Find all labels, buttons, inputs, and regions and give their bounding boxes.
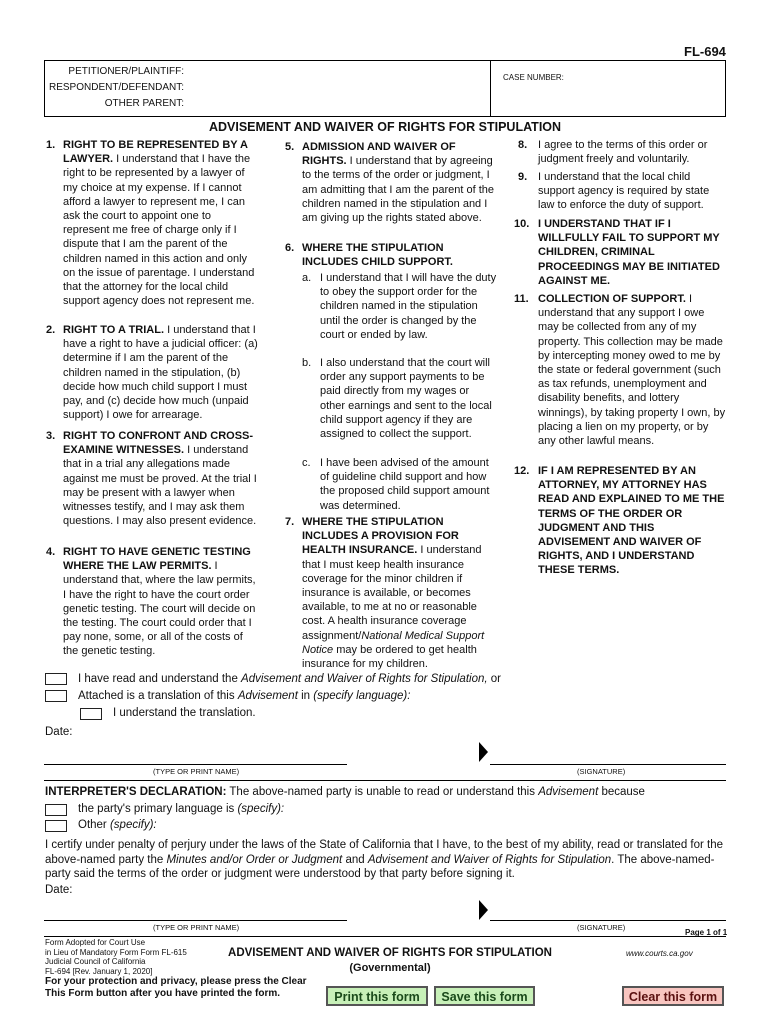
other-parent-label: OTHER PARENT: [104,98,184,109]
item-body: I understand that, where the law permits, I have the right to have the court order genetic testing. The court will decide on the testing. The court could order that I pay none, some, or all of the costs of the genetic testing. [63,560,256,658]
interpreter-declaration: INTERPRETER'S DECLARATION: The above-named party is unable to read or understand this Advisement because [45,786,645,798]
item-number: b. [302,357,312,369]
item-heading: I UNDERSTAND THAT IF I WILLFULLY FAIL TO SUPPORT MY CHILDREN, CRIMINAL PROCEEDINGS MAY BE INITIATED AGAINST ME. [538,218,720,287]
item-heading: RIGHT TO BE REPRESENTED BY A LAWYER. [63,139,248,166]
item-body: I understand that I will have the duty to obey the support order for the children named in the stipulation until the order is changed by the court or ended by law. [320,272,497,341]
item-3 [46,429,260,528]
understand-translation-checkbox[interactable] [80,708,102,720]
item-heading: RIGHT TO HAVE GENETIC TESTING WHERE THE LAW PERMITS. [63,546,251,573]
interpreter-certification: I certify under penalty of perjury under the laws of the State of California that I have, to the best of my ability, read or translated for the above-named party the Minutes and/or Order or Judgment and Advisement and Waiver of Rights for Stipulation. The above-named-party said the terms of the order or judgment were understood by that party before signing it. [45,839,724,880]
courts-url: www.courts.ca.gov [626,949,693,958]
item-7 [285,515,497,671]
item-heading: RIGHT TO A TRIAL. [63,324,165,336]
item-heading: RIGHT TO CONFRONT AND CROSS-EXAMINE WITNESSES. [63,430,254,457]
item-6 [285,241,497,269]
translation-text: Attached is a translation of this Advisement in (specify language): [78,690,411,702]
form-title: ADVISEMENT AND WAIVER OF RIGHTS FOR STIPULATION [208,120,562,134]
item-heading: COLLECTION OF SUPPORT. [538,293,686,305]
footer-title: ADVISEMENT AND WAIVER OF RIGHTS FOR STIPULATION [228,947,552,959]
privacy-notice: For your protection and privacy, please press the Clear This Form button after you have printed the form. [45,976,307,999]
item-body-italic: National Medical Support Notice [302,629,485,656]
interpreter-date-label: Date: [45,884,73,896]
interpreter-signature-caption: (SIGNATURE) [577,923,626,932]
item-number: 3. [46,430,56,442]
item-body: I understand that in a trial any allegations made against me must be proved. At the trial I may be present with a lawyer when witnesses testify, and I may ask them questions. I may also present evidence. [63,444,257,528]
print-form-button[interactable]: Print this form [326,986,428,1006]
signature-caption: (SIGNATURE) [577,767,626,776]
caption-divider [490,61,491,117]
primary-language-checkbox[interactable] [45,804,67,816]
item-heading: WHERE THE STIPULATION INCLUDES A PROVISION FOR HEALTH INSURANCE. [302,516,459,557]
item-number: 7. [285,516,295,528]
interpreter-print-name-line[interactable] [44,920,347,921]
item-6a [302,271,497,342]
print-name-line[interactable] [44,764,347,765]
item-number: 12. [514,465,530,477]
item-12 [514,464,726,578]
item-heading: IF I AM REPRESENTED BY AN ATTORNEY, MY ATTORNEY HAS READ AND EXPLAINED TO ME THE TERMS OF THE ORDER OR JUDGMENT AND THIS ADVISEMENT AND WAIVER OF RIGHTS, AND I UNDERSTAND THESE TERMS. [538,465,725,577]
item-heading: WHERE THE STIPULATION INCLUDES CHILD SUPPORT. [302,242,453,269]
translation-checkbox[interactable] [45,690,67,702]
item-number: 9. [518,171,528,183]
interpreter-signature-line[interactable] [490,920,726,921]
petitioner-label: PETITIONER/PLAINTIFF: [68,66,184,77]
item-body: I understand that I have a right to have a judicial officer: (a) determine if I am the parent of the children named in the stipulation, (b) decide how much child support I must pay, and (c) decide how much (unpaid support) I owe for arrearage. [63,324,258,422]
item-number: 4. [46,546,56,558]
item-heading: ADMISSION AND WAIVER OF RIGHTS. [302,141,456,168]
item-4 [46,545,260,659]
item-body: I understand that by agreeing to the terms of the order or judgment, I am admitting that I am the parent of the children named in the stipulation and I am giving up the rights stated above. [302,155,494,225]
other-reason-checkbox[interactable] [45,820,67,832]
item-number: a. [302,272,312,284]
item-number: 11. [514,293,529,305]
interpreter-rule [44,780,726,781]
item-number: 8. [518,139,528,151]
save-form-button[interactable]: Save this form [434,986,535,1006]
item-number: 10. [514,218,530,230]
item-10 [514,217,726,288]
date-label: Date: [45,726,73,738]
type-print-name-caption: (TYPE OR PRINT NAME) [153,767,240,776]
page-number: Page 1 of 1 [685,928,728,937]
item-6c [302,456,497,513]
item-body: I also understand that the court will order any support payments to be paid directly from my wages or other earnings and sent to the local child support agency if they are assigned to collect the support. [320,357,492,441]
item-body: I have been advised of the amount of guideline child support and how the proposed child support amount was determined. [320,457,490,512]
interpreter-type-print-caption: (TYPE OR PRINT NAME) [153,923,240,932]
item-number: 2. [46,324,56,336]
signature-line[interactable] [490,764,726,765]
primary-language-text: the party's primary language is (specify): [78,803,285,815]
item-number: 6. [285,242,295,254]
read-understand-checkbox[interactable] [45,673,67,685]
signature-arrow-icon [479,742,488,762]
item-number: c. [302,457,311,469]
item-body: I understand that I have the right to be represented by a lawyer of my choice at my expense. If I cannot afford a lawyer to represent me, I can ask the court to appoint one to represent me free of charge only if I dispute that I am the parent of the children named in this action and only on the issue of parentage. I understand that the attorney for the local child support agency does not represent me. [63,153,255,308]
interpreter-signature-arrow-icon [479,900,488,920]
item-body: may be ordered to get health insurance for my children. [302,643,477,671]
item-6b [302,356,497,441]
item-8 [514,138,726,166]
item-9 [514,170,726,213]
item-5 [285,140,497,225]
item-number: 5. [285,141,295,153]
respondent-label: RESPONDENT/DEFENDANT: [48,82,184,93]
other-reason-text: Other (specify): [78,819,157,831]
read-understand-text: I have read and understand the Advisement and Waiver of Rights for Stipulation, or [78,673,501,685]
form-adoption-info: Form Adopted for Court Use in Lieu of Mandatory Form Form FL-615 Judicial Council of California FL-694 [Rev. January 1, 2020] [45,938,187,976]
item-number: 1. [46,139,56,151]
item-body: I understand that I must keep health insurance coverage for the minor children if insurance is available, or becomes available, to me at no or reasonable cost. A health insurance coverage assignment/ [302,544,482,642]
clear-form-button[interactable]: Clear this form [622,986,724,1006]
footer-subtitle: (Governmental) [349,962,431,974]
case-number-label: CASE NUMBER: [503,73,564,82]
item-2 [46,323,260,422]
item-body: I understand that any support I owe may be collected from any of my property. This collection may be made by intercepting money owed to me by the state or federal government (such as tax refunds, unemployment and disability benefits, and lottery winnings), by taking property I own, by placing a lien on my property, or by any other lawful means. [538,293,726,448]
form-number: FL-694 [684,44,726,59]
item-11 [514,292,726,448]
understand-translation-text: I understand the translation. [113,707,256,719]
item-body: I understand that the local child support agency is required by state law to enforce the duty of support. [538,171,710,212]
footer-rule [44,936,726,937]
item-body: I agree to the terms of this order or judgment freely and voluntarily. [538,139,708,166]
item-1 [46,138,260,308]
